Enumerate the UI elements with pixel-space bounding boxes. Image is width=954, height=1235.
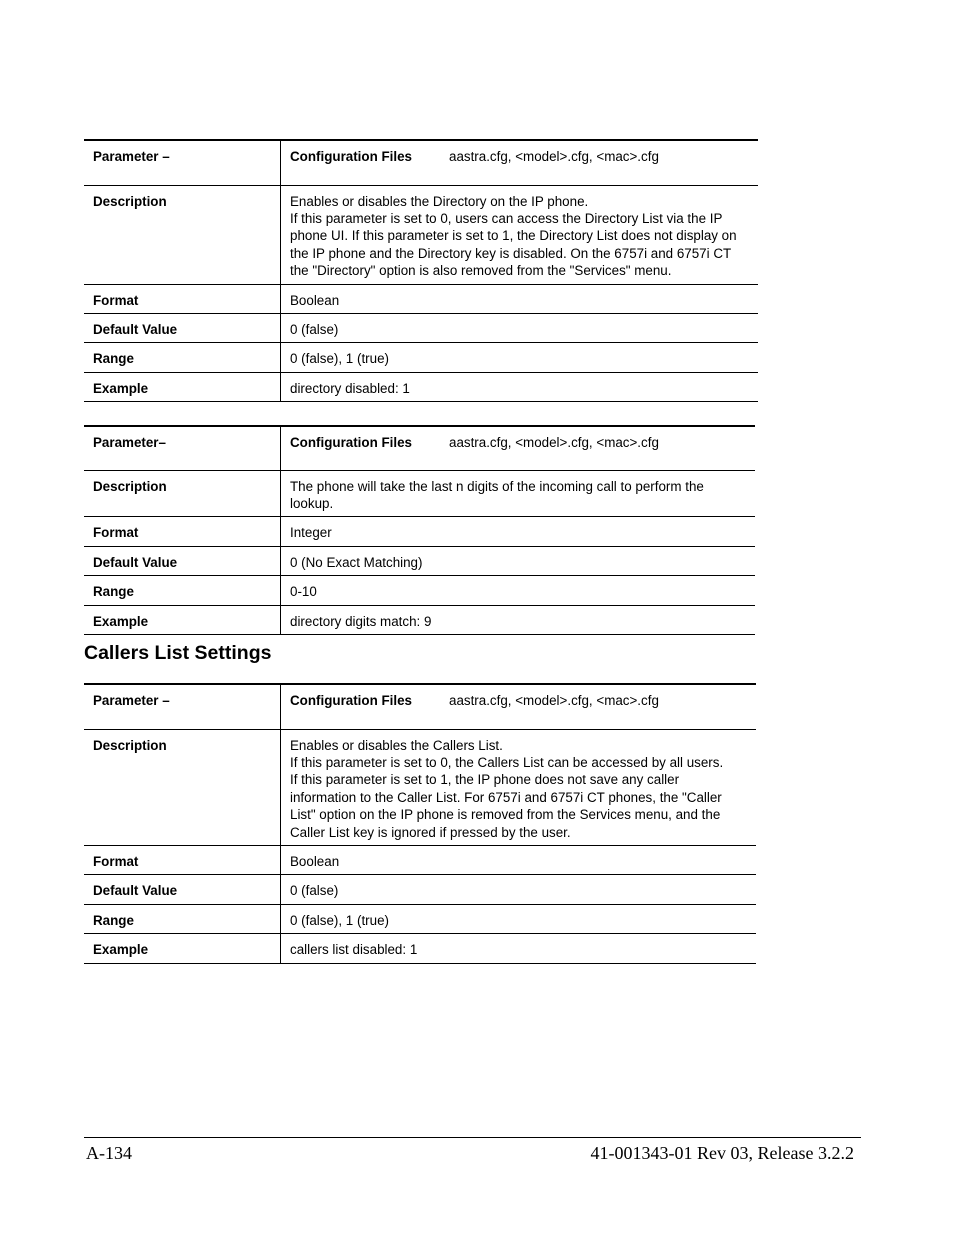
default-value-label: Default Value xyxy=(84,313,281,342)
example-label: Example xyxy=(84,372,281,401)
callers-list-disabled-table xyxy=(84,683,756,964)
format-value: Boolean xyxy=(281,284,759,313)
parameter-label: Parameter– xyxy=(84,426,281,470)
range-label: Range xyxy=(84,904,281,933)
parameter-label: Parameter – xyxy=(84,140,281,185)
default-value-label: Default Value xyxy=(84,546,281,575)
config-files-label: Configuration Files xyxy=(290,693,412,708)
description-label: Description xyxy=(84,185,281,284)
example-value: callers list disabled: 1 xyxy=(281,934,757,963)
example-value: directory digits match: 9 xyxy=(281,605,756,634)
range-label: Range xyxy=(84,343,281,372)
range-value: 0 (false), 1 (true) xyxy=(281,343,759,372)
config-files-label: Configuration Files xyxy=(290,149,412,164)
example-label: Example xyxy=(84,605,281,634)
config-files-value: aastra.cfg, <model>.cfg, <mac>.cfg xyxy=(449,693,659,708)
page-number: A-134 xyxy=(86,1143,132,1163)
config-files-value: aastra.cfg, <model>.cfg, <mac>.cfg xyxy=(449,435,659,450)
description-label: Description xyxy=(84,729,281,845)
config-files-cell xyxy=(281,140,759,185)
directory-disabled-table xyxy=(84,139,758,402)
config-files-cell xyxy=(281,426,756,470)
config-files-cell xyxy=(281,684,757,729)
description-value xyxy=(281,729,757,845)
default-value-label: Default Value xyxy=(84,875,281,904)
default-value: 0 (No Exact Matching) xyxy=(281,546,756,575)
format-label: Format xyxy=(84,284,281,313)
format-label: Format xyxy=(84,845,281,874)
document-id: 41-001343-01 Rev 03, Release 3.2.2 xyxy=(590,1143,854,1163)
example-value: directory disabled: 1 xyxy=(281,372,759,401)
description-value xyxy=(281,470,756,517)
section-title: Callers List Settings xyxy=(84,642,272,664)
default-value: 0 (false) xyxy=(281,875,757,904)
range-value: 0-10 xyxy=(281,576,756,605)
format-label: Format xyxy=(84,517,281,546)
format-value: Integer xyxy=(281,517,756,546)
description-line: If this parameter is set to 0, users can access the Directory List via the IP phone UI. If this parameter is set to 1, the Directory List does not display on the IP phone and the Directory key is disabled. On the 6757i and 6757i CT the "Directory" option is also removed from the "Services" menu. xyxy=(290,210,737,279)
description-label: Description xyxy=(84,470,281,517)
description-line: Enables or disables the Callers List. xyxy=(290,737,503,753)
range-value: 0 (false), 1 (true) xyxy=(281,904,757,933)
description-value xyxy=(281,185,759,284)
default-value: 0 (false) xyxy=(281,313,759,342)
description-line: If this parameter is set to 0, the Callers List can be accessed by all users. xyxy=(290,754,724,770)
directory-digits-match-table xyxy=(84,425,755,635)
range-label: Range xyxy=(84,576,281,605)
format-value: Boolean xyxy=(281,845,757,874)
description-line: The phone will take the last n digits of the incoming call to perform the lookup. xyxy=(290,478,704,511)
config-files-value: aastra.cfg, <model>.cfg, <mac>.cfg xyxy=(449,149,659,164)
footer-divider xyxy=(84,1137,861,1138)
parameter-label: Parameter – xyxy=(84,684,281,729)
description-line: If this parameter is set to 1, the IP phone does not save any caller information to the Caller List. For 6757i and 6757i CT phones, the "Caller List" option on the IP phone is removed from the Services menu, and the Caller List key is ignored if pressed by the user. xyxy=(290,772,722,840)
example-label: Example xyxy=(84,934,281,963)
config-files-label: Configuration Files xyxy=(290,435,412,450)
description-line: Enables or disables the Directory on the IP phone. xyxy=(290,193,589,209)
